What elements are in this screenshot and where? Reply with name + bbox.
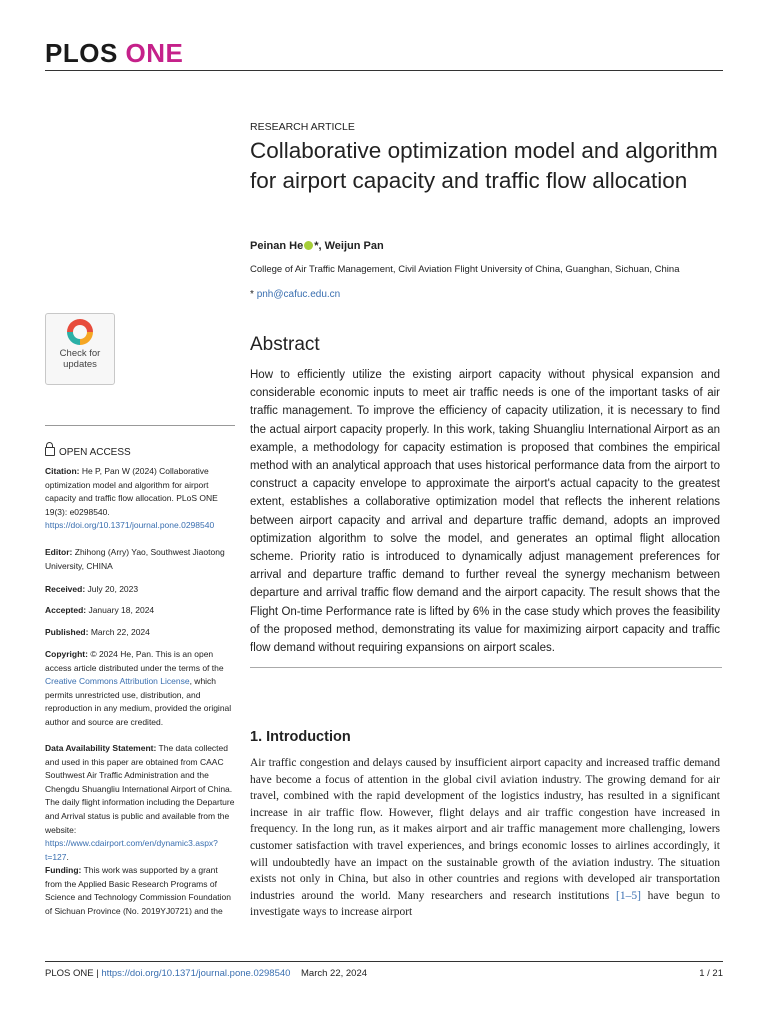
copyright-label: Copyright: xyxy=(45,649,88,659)
corresponding-star: * xyxy=(250,289,254,300)
orcid-icon[interactable] xyxy=(304,241,313,250)
citation-label: Citation: xyxy=(45,466,80,476)
author-list xyxy=(250,240,384,252)
header-divider xyxy=(45,70,723,71)
page-number: 1 / 21 xyxy=(699,968,723,979)
author-name[interactable]: Peinan He xyxy=(250,240,304,252)
author-separator: , xyxy=(318,240,325,252)
funding-text: This work was supported by a grant from the Applied Basic Research Programs of Science and Technology Commission Foundation of Sichuan Province (No. 2019YJ0721) and the xyxy=(45,865,232,916)
published-block xyxy=(45,626,235,640)
footer-doi-link[interactable]: https://doi.org/10.1371/journal.pone.0298540 xyxy=(101,968,291,979)
received-block xyxy=(45,583,235,597)
article-title: Collaborative optimization model and algorithm for airport capacity and traffic flow allocation xyxy=(250,138,718,193)
citation-block xyxy=(45,465,235,533)
data-availability-block xyxy=(45,742,235,864)
abstract-heading: Abstract xyxy=(250,334,320,355)
footer-journal: PLOS ONE | xyxy=(45,968,102,979)
open-lock-icon xyxy=(45,447,55,456)
abstract-divider xyxy=(250,667,722,668)
license-link[interactable]: Creative Commons Attribution License xyxy=(45,676,190,687)
sidebar-divider xyxy=(45,425,235,426)
corresponding-mark: * xyxy=(314,240,319,252)
logo-plos: PLOS xyxy=(45,38,118,68)
article-type: RESEARCH ARTICLE xyxy=(250,121,355,133)
accepted-label: Accepted: xyxy=(45,605,87,615)
abstract-text: How to efficiently utilize the existing airport capacity without physical expansion and considerable economic inputs to meet air traffic needs is one of the important tasks of air traffic management. To improve the efficiency of capacity utilization, it is necessary to find the actual airport capacity properly. In this work, taking Shuangliu International Airport as an example, a methodology for capacity estimation is proposed that combines the empirical method with an analytical approach that uses historical performance data from the airport to construct a capacity envelope to approximate the airport's actual capacity to the greatest extent, establishes a collaborative optimization model that reflects the inherent relations between airport capacity and arrival and departure traffic demand, adopts an improved optimization algorithm to solve the model, and generates an optimal flight allocation scheme. Priority ratio is introduced to dynamically adjust management preferences for arrival and departure traffic demand to further reveal the synergy mechanism between departure and arrival traffic flow demand and the airport capacity. The result shows that the Flight On-time Performance rate is lifted by 6% in the case study which proves the feasibility of the proposed method, demonstrating its value for maximizing airport capacity and traffic flow demand without requiring expansions on airport scales. xyxy=(250,369,720,655)
citation-text: He P, Pan W (2024) Collaborative optimization model and algorithm for airport capacity and traffic flow allocation. PLoS ONE 19(3): e0298540. xyxy=(45,466,218,517)
intro-text-part: Air traffic congestion and delays caused by insufficient airport capacity and increased traffic demand have become a focus of attention in the global civil aviation industry. The growing demand for air travel, combined with the rapid development of the logistics industry, has resulted in a significant increase in air traffic flow. However, flight delays and air traffic congestion have increased in frequency. In the long run, as it makes airport and air traffic management more challenging, lowers customer satisfaction with travel experiences, and brings economic losses to airlines accordingly, it will undoubtedly have an impact on the sustainable growth of the aviation industry. The situation exists not only in China, but also in other countries and regions with developed air transportation industries around the world. Many researchers and research institutions xyxy=(250,757,720,902)
received-label: Received: xyxy=(45,584,86,594)
funding-label: Funding: xyxy=(45,865,82,875)
data-availability-label: Data Availability Statement: xyxy=(45,743,157,753)
introduction-text xyxy=(250,755,720,921)
copyright-text: © 2024 He, Pan. This is an open access article distributed under the terms of the xyxy=(45,649,224,673)
section-heading-introduction: 1. Introduction xyxy=(250,729,351,745)
journal-logo xyxy=(45,38,183,69)
accepted-block xyxy=(45,604,235,618)
author-name[interactable]: Weijun Pan xyxy=(324,240,384,252)
citation-doi-link[interactable]: https://doi.org/10.1371/journal.pone.0298540 xyxy=(45,520,215,531)
copyright-text: , which permits unrestricted use, distribution, and reproduction in any medium, provided the original author and source are credited. xyxy=(45,676,232,727)
check-updates-icon xyxy=(67,319,93,345)
footer xyxy=(45,968,367,979)
editor-label: Editor: xyxy=(45,547,73,557)
logo-one: ONE xyxy=(125,38,184,68)
published-date: March 22, 2024 xyxy=(88,627,150,637)
footer-divider xyxy=(45,961,723,962)
email-link[interactable]: pnh@cafuc.edu.cn xyxy=(256,289,341,300)
editor-text: Zhihong (Arry) Yao, Southwest Jiaotong University, CHINA xyxy=(45,547,225,571)
published-label: Published: xyxy=(45,627,89,637)
data-availability-end: . xyxy=(66,851,69,862)
affiliation: College of Air Traffic Management, Civil Aviation Flight University of China, Guanghan, Sichuan, China xyxy=(250,264,680,275)
citation-link[interactable]: [1–5] xyxy=(615,889,641,902)
check-updates-label: Check for updates xyxy=(59,348,101,370)
data-availability-text: The data collected and used in this paper are obtained from CAAC Southwest Air Traffic Administration and the Chengdu Shuangliu International Airport of China. The daily flight information including the Departure and Arrival status is public and available from the website: xyxy=(45,743,235,835)
editor-block xyxy=(45,546,235,573)
check-for-updates-badge[interactable] xyxy=(45,313,115,385)
intro-text-part: have begun to investigate ways to increase airport xyxy=(250,889,720,919)
open-access-label xyxy=(45,446,131,458)
footer-date: March 22, 2024 xyxy=(301,968,368,979)
corresponding-email-line xyxy=(250,289,340,300)
accepted-date: January 18, 2024 xyxy=(86,605,155,615)
copyright-block xyxy=(45,648,235,730)
received-date: July 20, 2023 xyxy=(85,584,139,594)
funding-block xyxy=(45,864,235,918)
data-source-link[interactable]: https://www.cdairport.com/en/dynamic3.aspx?t=127 xyxy=(45,838,218,862)
open-access-text: OPEN ACCESS xyxy=(59,447,131,458)
